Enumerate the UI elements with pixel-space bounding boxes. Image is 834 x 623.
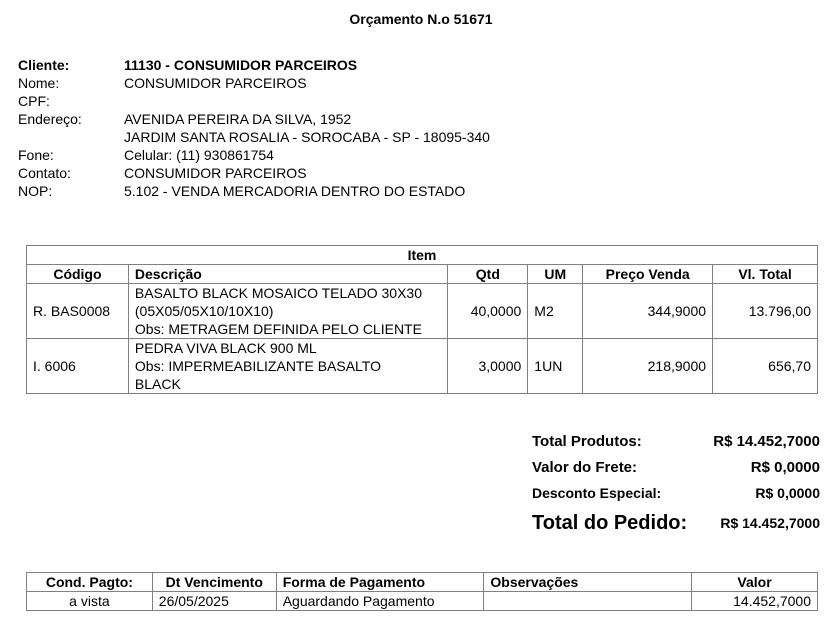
- item-desc-line: (05X05/05X10/10X10): [134, 303, 274, 319]
- items-header-row: [27, 265, 818, 284]
- totals-section: [532, 432, 820, 537]
- desconto-value: R$ 0,0000: [755, 485, 820, 501]
- address-row: [18, 110, 490, 128]
- payment-forma: Aguardando Pagamento: [276, 592, 484, 611]
- item-desc-line: Obs: IMPERMEABILIZANTE BASALTO: [134, 358, 381, 374]
- total-pedido-label: Total do Pedido:: [532, 512, 688, 534]
- address-value: AVENIDA PEREIRA DA SILVA, 1952: [124, 111, 352, 127]
- contact-row: [18, 164, 490, 182]
- payment-vencimento: 26/05/2025: [152, 592, 276, 611]
- cpf-row: [18, 92, 490, 110]
- client-label: Cliente:: [18, 57, 70, 73]
- item-description: [128, 284, 447, 339]
- document-title: Orçamento N.o 51671: [349, 11, 493, 27]
- payment-valor: 14.452,7000: [692, 592, 818, 611]
- header-observacoes: Observações: [484, 573, 692, 592]
- address-label-2: [18, 128, 124, 146]
- header-cond-pagto: Cond. Pagto:: [27, 573, 153, 592]
- header-vl-total: Vl. Total: [713, 265, 818, 284]
- item-preco: 218,9000: [583, 339, 713, 394]
- nop-row: [18, 182, 490, 200]
- item-description: [128, 339, 447, 394]
- address-value-2: JARDIM SANTA ROSALIA - SOROCABA - SP - 18095-340: [124, 129, 490, 145]
- header-preco-venda: Preço Venda: [583, 265, 713, 284]
- frete-row: [532, 458, 820, 483]
- frete-label: Valor do Frete:: [532, 459, 638, 476]
- item-desc-line: BASALTO BLACK MOSAICO TELADO 30X30: [134, 285, 423, 301]
- total-pedido-row: [532, 509, 820, 537]
- header-descricao: Descrição: [128, 265, 447, 284]
- header-valor: Valor: [692, 573, 818, 592]
- item-total: 13.796,00: [713, 284, 818, 339]
- total-produtos-label: Total Produtos:: [532, 433, 642, 450]
- header-codigo: Código: [27, 265, 129, 284]
- header-um: UM: [528, 265, 583, 284]
- total-pedido-value: R$ 14.452,7000: [720, 515, 820, 531]
- nop-value: 5.102 - VENDA MERCADORIA DENTRO DO ESTADO: [124, 183, 466, 199]
- item-total: 656,70: [713, 339, 818, 394]
- client-row: [18, 56, 490, 74]
- payment-obs: [484, 592, 692, 611]
- name-row: [18, 74, 490, 92]
- phone-label: Fone:: [18, 147, 54, 163]
- contact-label: Contato:: [18, 165, 71, 181]
- item-um: M2: [528, 284, 583, 339]
- address-label: Endereço:: [18, 111, 82, 127]
- items-group-header-row: [27, 246, 818, 265]
- contact-value: CONSUMIDOR PARCEIROS: [124, 165, 307, 181]
- frete-value: R$ 0,0000: [750, 459, 820, 476]
- items-group-header: Item: [27, 246, 818, 265]
- total-produtos-row: [532, 432, 820, 458]
- header-forma-pagamento: Forma de Pagamento: [276, 573, 484, 592]
- phone-value: Celular: (11) 930861754: [124, 147, 274, 163]
- name-value: CONSUMIDOR PARCEIROS: [124, 75, 307, 91]
- header-qtd: Qtd: [448, 265, 528, 284]
- table-row: [27, 592, 818, 611]
- nop-label: NOP:: [18, 183, 53, 199]
- payment-table: [26, 572, 818, 611]
- item-desc-line: PEDRA VIVA BLACK 900 ML: [134, 340, 317, 356]
- item-qtd: 40,0000: [448, 284, 528, 339]
- item-um: 1UN: [528, 339, 583, 394]
- table-row: [27, 339, 818, 394]
- header-dt-vencimento: Dt Vencimento: [152, 573, 276, 592]
- table-row: [27, 284, 818, 339]
- items-table: [26, 245, 818, 394]
- desconto-label: Desconto Especial:: [532, 485, 662, 501]
- phone-row: [18, 146, 490, 164]
- item-desc-line: Obs: METRAGEM DEFINIDA PELO CLIENTE: [134, 321, 422, 337]
- payment-cond: a vista: [27, 592, 153, 611]
- item-code: R. BAS0008: [27, 284, 129, 339]
- client-info: [18, 56, 490, 200]
- payment-header-row: [27, 573, 818, 592]
- name-label: Nome:: [18, 75, 60, 91]
- total-produtos-value: R$ 14.452,7000: [713, 433, 820, 450]
- client-value: 11130 - CONSUMIDOR PARCEIROS: [124, 57, 358, 73]
- item-preco: 344,9000: [583, 284, 713, 339]
- item-code: I. 6006: [27, 339, 129, 394]
- address-row-2: [18, 128, 490, 146]
- cpf-label: CPF:: [18, 93, 50, 109]
- item-desc-line: BLACK: [134, 376, 181, 392]
- item-qtd: 3,0000: [448, 339, 528, 394]
- desconto-row: [532, 483, 820, 509]
